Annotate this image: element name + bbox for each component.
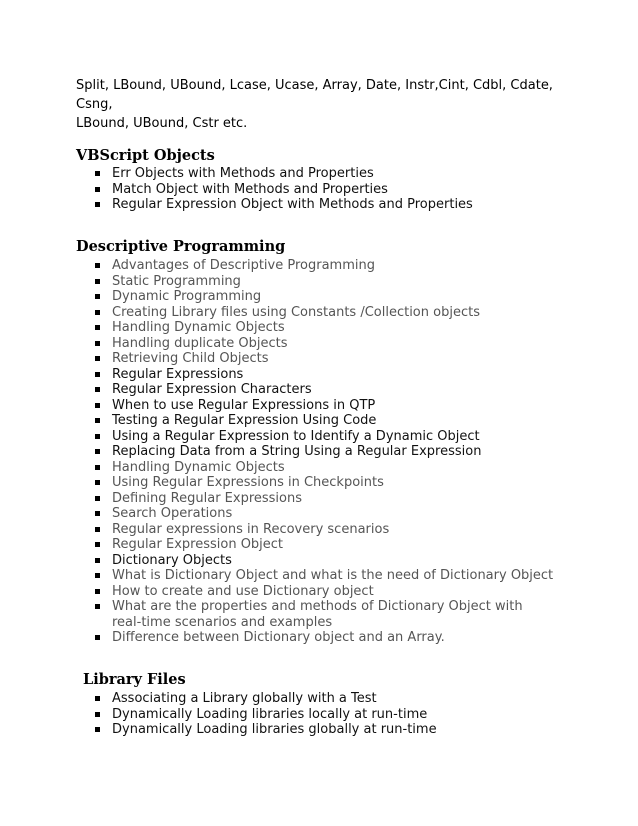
square-bullet-icon [95, 449, 100, 454]
list-item-text: Using a Regular Expression to Identify a Dynamic Object [112, 428, 480, 444]
list-item-text: Dynamic Programming [112, 289, 262, 304]
square-bullet-icon [95, 310, 100, 315]
list-item-text: Defining Regular Expressions [112, 490, 303, 506]
square-bullet-icon [95, 325, 100, 330]
list-item-text: Replacing Data from a String Using a Regular Expression [112, 444, 482, 459]
list-item-text: Handling duplicate Objects [112, 335, 288, 351]
list-item-text: Static Programming [112, 273, 241, 289]
list-item-text: What is Dictionary Object and what is the need of Dictionary Object [112, 568, 554, 583]
square-bullet-icon [95, 558, 100, 563]
list-item [76, 413, 556, 429]
list-item-text: Using Regular Expressions in Checkpoints [112, 475, 384, 490]
bullet-list-library-files [76, 691, 556, 738]
list-item [76, 584, 556, 600]
list-item-text: Err Objects with Methods and Properties [112, 166, 374, 181]
list-item-text: Regular Expression Object [112, 537, 284, 552]
list-item-text: Advantages of Descriptive Programming [112, 258, 375, 273]
list-item [76, 398, 556, 414]
list-item-text: Dictionary Objects [112, 552, 232, 568]
list-item [76, 553, 556, 569]
square-bullet-icon [95, 480, 100, 485]
list-item [76, 491, 556, 507]
list-item [76, 444, 556, 460]
list-item [76, 305, 556, 321]
list-item [76, 522, 556, 538]
list-item [76, 258, 556, 274]
square-bullet-icon [95, 341, 100, 346]
square-bullet-icon [95, 372, 100, 377]
list-item [76, 351, 556, 367]
square-bullet-icon [95, 496, 100, 501]
square-bullet-icon [95, 279, 100, 284]
square-bullet-icon [95, 403, 100, 408]
list-item [76, 320, 556, 336]
intro-line: LBound, UBound, Cstr etc. [76, 116, 248, 131]
bullet-list-vbscript-objects [76, 166, 556, 213]
list-item-text: How to create and use Dictionary object [112, 583, 374, 599]
list-item-text: What are the properties and methods of Dictionary Object with real-time scenarios and examples [112, 599, 523, 630]
list-item [76, 197, 556, 213]
square-bullet-icon [95, 202, 100, 207]
list-item-text: Regular Expression Object with Methods and Properties [112, 197, 473, 212]
square-bullet-icon [95, 635, 100, 640]
square-bullet-icon [95, 418, 100, 423]
square-bullet-icon [95, 696, 100, 701]
list-item-text: Search Operations [112, 506, 233, 521]
square-bullet-icon [95, 573, 100, 578]
list-item [76, 475, 556, 491]
list-item [76, 722, 556, 738]
square-bullet-icon [95, 294, 100, 299]
section-heading-vbscript-objects: VBScript Objects [76, 147, 215, 164]
square-bullet-icon [95, 727, 100, 732]
list-item [76, 382, 556, 398]
list-item-text: Dynamically Loading libraries locally at run-time [112, 706, 428, 722]
list-item-text: Retrieving Child Objects [112, 351, 269, 366]
list-item [76, 707, 556, 723]
intro-line: Csng, [76, 97, 113, 112]
list-item-text: Regular Expressions [112, 366, 244, 382]
list-item [76, 568, 556, 584]
list-item-text: Match Object with Methods and Properties [112, 181, 388, 197]
list-item [76, 537, 556, 553]
list-item-text: Handling Dynamic Objects [112, 320, 285, 335]
list-item [76, 429, 556, 445]
list-item-text: Testing a Regular Expression Using Code [112, 413, 377, 428]
list-item [76, 460, 556, 476]
list-item [76, 599, 556, 630]
list-item [76, 166, 556, 182]
list-item [76, 630, 556, 646]
square-bullet-icon [95, 604, 100, 609]
square-bullet-icon [95, 589, 100, 594]
list-item-text: When to use Regular Expressions in QTP [112, 397, 376, 413]
list-item-text: Difference between Dictionary object and an Array. [112, 630, 445, 645]
section-heading-descriptive-programming: Descriptive Programming [76, 238, 286, 255]
list-item [76, 691, 556, 707]
list-item-text: Dynamically Loading libraries globally at run-time [112, 722, 437, 737]
intro-paragraph [76, 76, 566, 133]
list-item [76, 506, 556, 522]
list-item-text: Creating Library files using Constants /Collection objects [112, 304, 480, 320]
list-item [76, 182, 556, 198]
bullet-list-descriptive-programming [76, 258, 556, 646]
square-bullet-icon [95, 263, 100, 268]
square-bullet-icon [95, 511, 100, 516]
list-item-text: Regular Expression Characters [112, 382, 312, 397]
square-bullet-icon [95, 465, 100, 470]
intro-line: Split, LBound, UBound, Lcase, Ucase, Array, Date, Instr,Cint, Cdbl, Cdate, [76, 78, 553, 93]
square-bullet-icon [95, 527, 100, 532]
list-item [76, 336, 556, 352]
list-item [76, 274, 556, 290]
list-item-text: Handling Dynamic Objects [112, 459, 285, 475]
square-bullet-icon [95, 712, 100, 717]
section-heading-library-files: Library Files [83, 671, 186, 688]
square-bullet-icon [95, 434, 100, 439]
square-bullet-icon [95, 187, 100, 192]
square-bullet-icon [95, 356, 100, 361]
list-item [76, 289, 556, 305]
list-item-text: Regular expressions in Recovery scenarios [112, 521, 390, 537]
square-bullet-icon [95, 542, 100, 547]
square-bullet-icon [95, 387, 100, 392]
square-bullet-icon [95, 171, 100, 176]
list-item [76, 367, 556, 383]
list-item-text: Associating a Library globally with a Test [112, 691, 377, 706]
